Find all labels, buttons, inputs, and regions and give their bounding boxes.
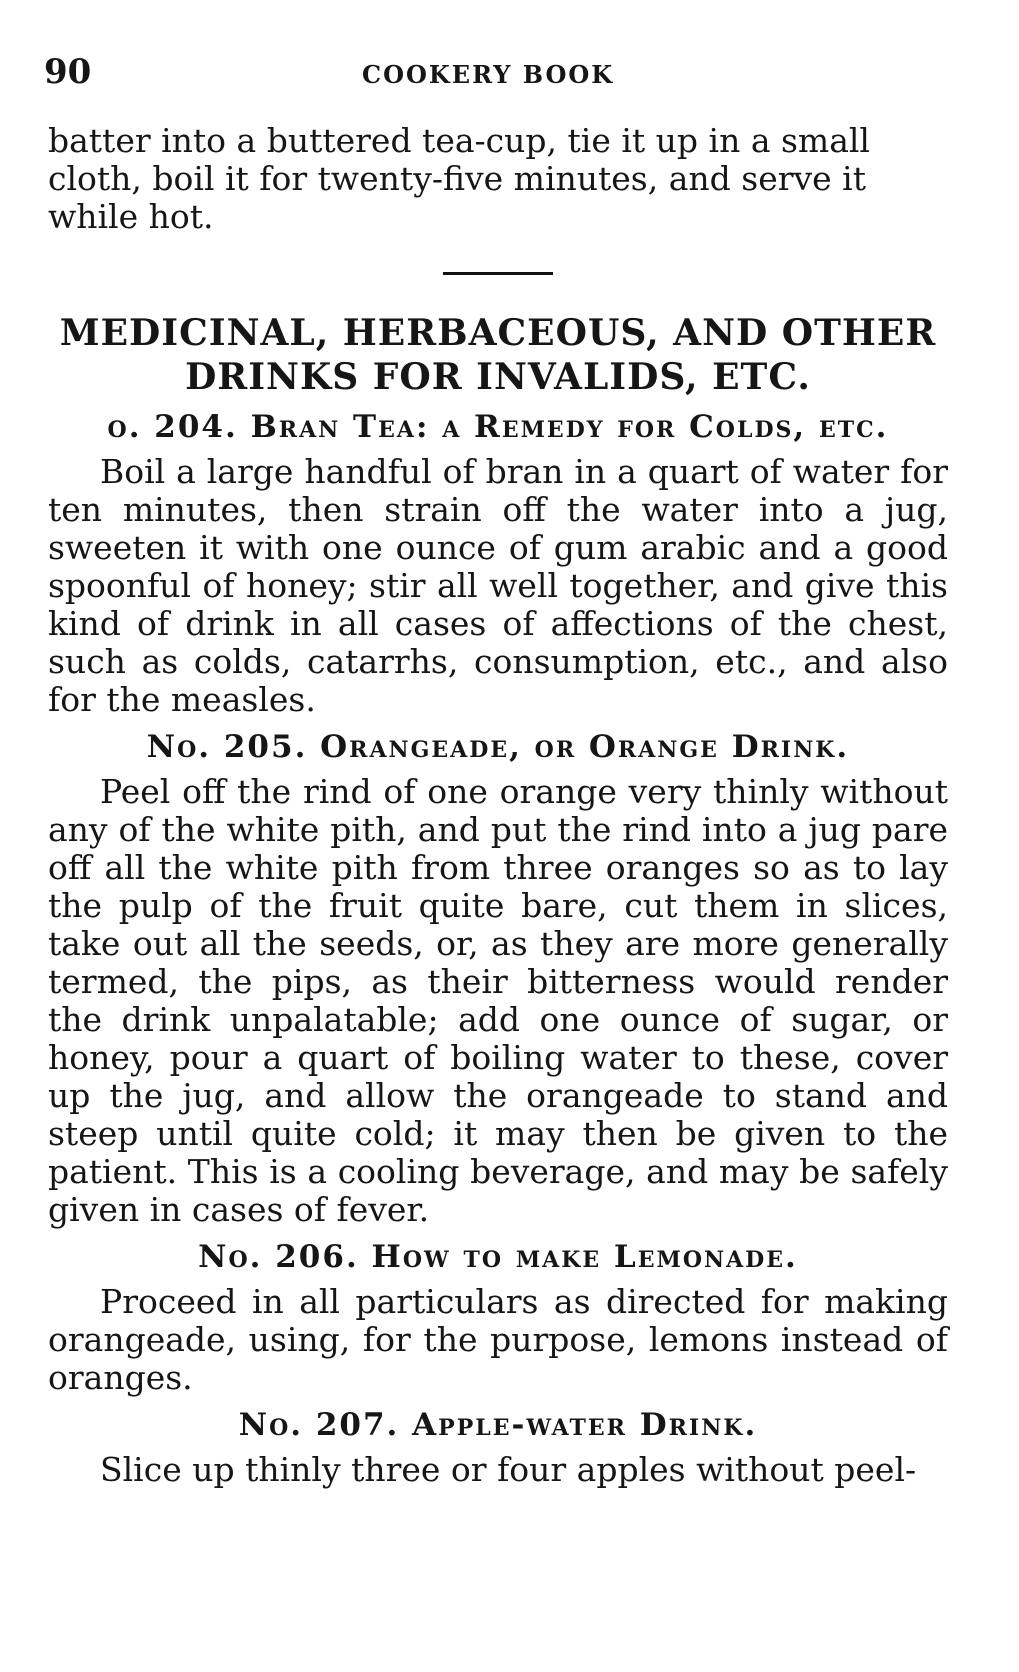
recipe-text-206: Proceed in all particulars as directed for making orangeade, using, for the purpose, lemons instead of oranges. bbox=[48, 1282, 948, 1397]
recipe-title-206: No. 206. How to make Lemonade. bbox=[198, 1239, 798, 1275]
running-title: COOKERY BOOK bbox=[362, 60, 615, 89]
recipe-text-204: Boil a large handful of bran in a quart of water for ten minutes, then strain off the water into a jug, sweeten it with one ounce of gum arabic and a good spoonful of honey; stir all well together, and give this kind of drink in all cases of affections of the chest, such as colds, catarrhs, consumption, etc., and also for the measles. bbox=[48, 452, 948, 719]
page-body bbox=[48, 122, 948, 1489]
recipe-text-207: Slice up thinly three or four apples without peel- bbox=[100, 1450, 917, 1489]
section-title-line-1: MEDICINAL, HERBACEOUS, AND OTHER bbox=[59, 312, 937, 354]
page-header bbox=[44, 52, 944, 92]
recipe-title-205: No. 205. Orangeade, or Orange Drink. bbox=[146, 729, 850, 765]
continuation-paragraph: batter into a buttered tea-cup, tie it up in a small cloth, boil it for twenty-five minutes, and serve it while hot. bbox=[48, 121, 870, 236]
recipe-title-207: No. 207. Apple-water Drink. bbox=[238, 1407, 758, 1443]
recipe-text-205: Peel off the rind of one orange very thinly without any of the white pith, and put the rind into a jug pare off all the white pith from three oranges so as to lay the pulp of the fruit quite bare, cut them in slices, take out all the seeds, or, as they are more generally termed, the pips, as their bitterness would render the drink unpalatable; add one ounce of sugar, or honey, pour a quart of boiling water to these, cover up the jug, and allow the orangeade to stand and steep until quite cold; it may then be given to the patient. This is a cooling beverage, and may be safely given in cases of fever. bbox=[48, 772, 948, 1229]
section-title bbox=[48, 311, 948, 399]
section-divider bbox=[443, 272, 553, 275]
page-number: 90 bbox=[44, 52, 92, 92]
recipe-title-204: o. 204. Bran Tea: a Remedy for Colds, etc. bbox=[107, 409, 889, 445]
section-title-line-2: DRINKS FOR INVALIDS, ETC. bbox=[185, 356, 811, 398]
